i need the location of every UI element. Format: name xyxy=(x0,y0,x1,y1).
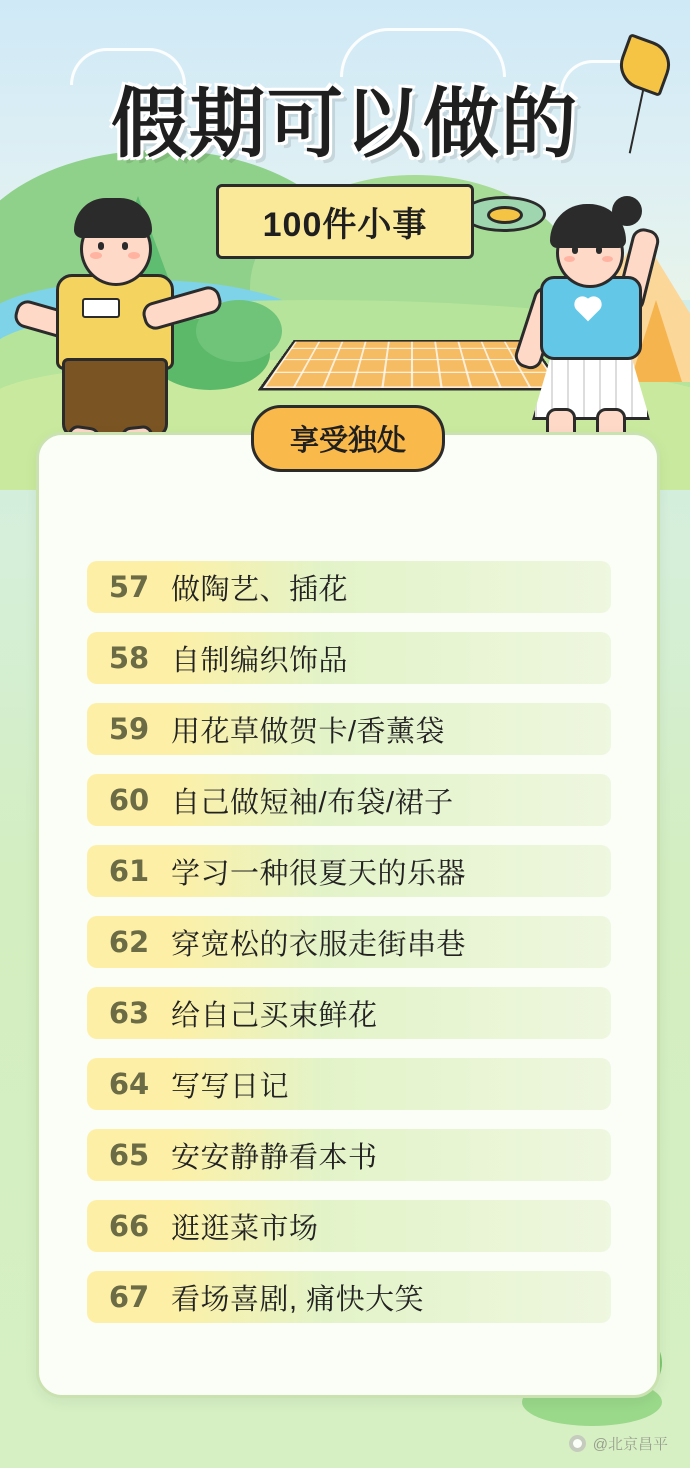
list-item-text: 逛逛菜市场 xyxy=(171,1212,319,1245)
list-item xyxy=(87,987,611,1039)
list-item xyxy=(87,561,611,613)
list-item-number: 58 xyxy=(108,641,150,675)
list-item-text: 穿宽松的衣服走街串巷 xyxy=(171,928,467,961)
list-item-number: 57 xyxy=(108,570,150,604)
list-item xyxy=(87,916,611,968)
list-item-number: 65 xyxy=(108,1138,150,1172)
list-item-number: 61 xyxy=(108,854,150,888)
list-item xyxy=(87,1200,611,1252)
list-item xyxy=(87,1058,611,1110)
list-item-number: 67 xyxy=(108,1280,150,1314)
list-item-number: 64 xyxy=(108,1067,150,1101)
list-item-text: 给自己买束鲜花 xyxy=(171,999,378,1032)
list-item xyxy=(87,632,611,684)
list-item-text: 安安静静看本书 xyxy=(171,1141,378,1174)
list-item-text: 自己做短袖/布袋/裙子 xyxy=(171,786,454,819)
list-item xyxy=(87,774,611,826)
content-card xyxy=(36,425,660,1398)
list-item-number: 63 xyxy=(108,996,150,1030)
list-item xyxy=(87,845,611,897)
subtitle-chip: 100件小事 xyxy=(216,184,475,259)
page-title: 假期可以做的 xyxy=(111,79,579,168)
boy-shirt-badge xyxy=(82,298,120,318)
title-block xyxy=(0,79,690,259)
list-item-number: 60 xyxy=(108,783,150,817)
watermark xyxy=(569,1433,668,1454)
list-item xyxy=(87,1271,611,1323)
activity-list xyxy=(87,561,611,1342)
watermark-label: @北京昌平 xyxy=(592,1436,668,1453)
list-item xyxy=(87,1129,611,1181)
list-item-number: 62 xyxy=(108,925,150,959)
list-item-text: 做陶艺、插花 xyxy=(171,573,349,606)
list-item-number: 59 xyxy=(108,712,150,746)
list-item-text: 写写日记 xyxy=(171,1070,290,1103)
list-item-text: 看场喜剧, 痛快大笑 xyxy=(171,1283,425,1316)
section-chip: 享受独处 xyxy=(251,405,445,472)
list-item xyxy=(87,703,611,755)
list-item-text: 用花草做贺卡/香薰袋 xyxy=(171,715,446,748)
list-item-text: 学习一种很夏天的乐器 xyxy=(171,857,467,890)
list-item-number: 66 xyxy=(108,1209,150,1243)
list-item-text: 自制编织饰品 xyxy=(171,644,349,677)
weibo-icon xyxy=(569,1435,586,1452)
cloud-icon xyxy=(340,28,506,77)
